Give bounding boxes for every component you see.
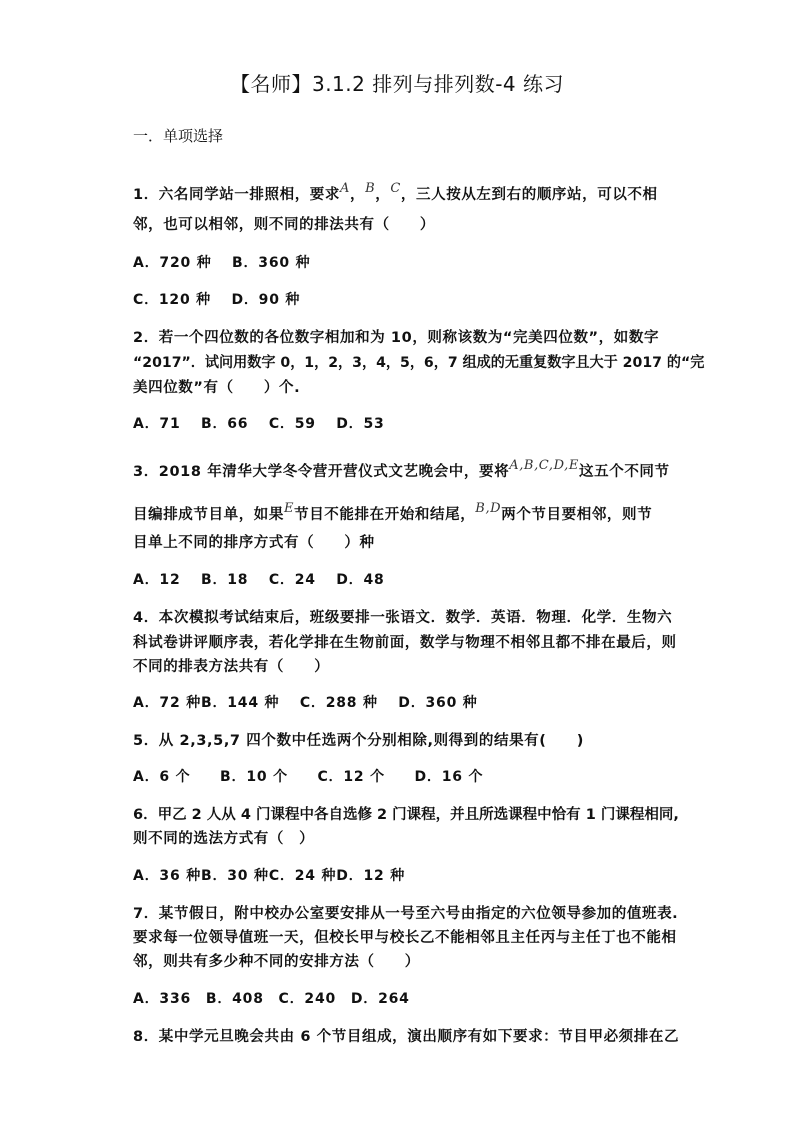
question-3-line-2: 目编排成节目单，如果E节目不能排在开始和结尾，B,D两个节目要相邻，则节 (133, 501, 653, 523)
variable-b: B (365, 181, 376, 196)
question-1-line-1: 1．六名同学站一排照相，要求A，B，C，三人按从左到右的顺序站，可以不相 (133, 181, 658, 203)
question-2-line-2: “2017”．试问用数字 0，1，2，3，4，5，6，7 组成的无重复数字且大于 2017 的“完 (133, 355, 705, 371)
question-6-options: A．36 种B．30 种C．24 种D．12 种 (133, 868, 406, 884)
question-3-options: A．12 B．18 C．24 D．48 (133, 572, 385, 588)
question-6-line-2: 则不同的选法方式有（ ） (133, 831, 315, 847)
question-7-line-3: 邻，则共有多少种不同的安排方法（ ） (133, 954, 420, 970)
question-2-line-3: 美四位数”有（ ）个. (133, 380, 301, 396)
variable-a: A (340, 181, 350, 196)
question-1-line-2: 邻，也可以相邻，则不同的排法共有（ ） (133, 217, 435, 233)
question-4-line-3: 不同的排表方法共有（ ） (133, 659, 330, 675)
question-1-options-2: C．120 种 D．90 种 (133, 292, 301, 308)
question-4-line-2: 科试卷讲评顺序表，若化学排在生物前面，数学与物理不相邻且都不排在最后，则 (133, 635, 677, 651)
question-8-line-1: 8．某中学元旦晚会共由 6 个节目组成，演出顺序有如下要求：节目甲必须排在乙 (133, 1029, 680, 1045)
question-4-line-1: 4．本次模拟考试结束后，班级要排一张语文．数学．英语．物理．化学．生物六 (133, 610, 673, 626)
question-2-options: A．71 B．66 C．59 D．53 (133, 416, 385, 432)
question-4-options: A．72 种B．144 种 C．288 种 D．360 种 (133, 695, 478, 711)
variables-abcde: A,B,C,D,E (509, 458, 580, 473)
variable-e: E (284, 501, 295, 516)
document-title: 【名师】3.1.2 排列与排列数-4 练习 (229, 72, 565, 96)
question-7-line-1: 7．某节假日，附中校办公室要安排从一号至六号由指定的六位领导参加的值班表. (133, 906, 679, 922)
section-heading: 一．单项选择 (133, 127, 224, 145)
question-6-line-1: 6．甲乙 2 人从 4 门课程中各自选修 2 门课程，并且所选课程中恰有 1 门课程相同, (133, 807, 679, 823)
variables-bd: B,D (475, 501, 502, 516)
question-1-options-1: A．720 种 B．360 种 (133, 255, 311, 271)
question-7-options: A．336 B．408 C．240 D．264 (133, 991, 410, 1007)
question-3-line-1: 3．2018 年清华大学冬令营开营仪式文艺晚会中，要将A,B,C,D,E这五个不同节 (133, 458, 670, 480)
question-5-options: A．6 个 B．10 个 C．12 个 D．16 个 (133, 769, 484, 785)
question-7-line-2: 要求每一位领导值班一天，但校长甲与校长乙不能相邻且主任丙与主任丁也不能相 (133, 930, 677, 946)
variable-c: C (390, 181, 401, 196)
question-3-line-3: 目单上不同的排序方式有（ ）种 (133, 535, 375, 551)
question-2-line-1: 2．若一个四位数的各位数字相加和为 10，则称该数为“完美四位数”，如数字 (133, 330, 660, 346)
question-5-line-1: 5．从 2,3,5,7 四个数中任选两个分别相除,则得到的结果有( ) (133, 733, 584, 749)
